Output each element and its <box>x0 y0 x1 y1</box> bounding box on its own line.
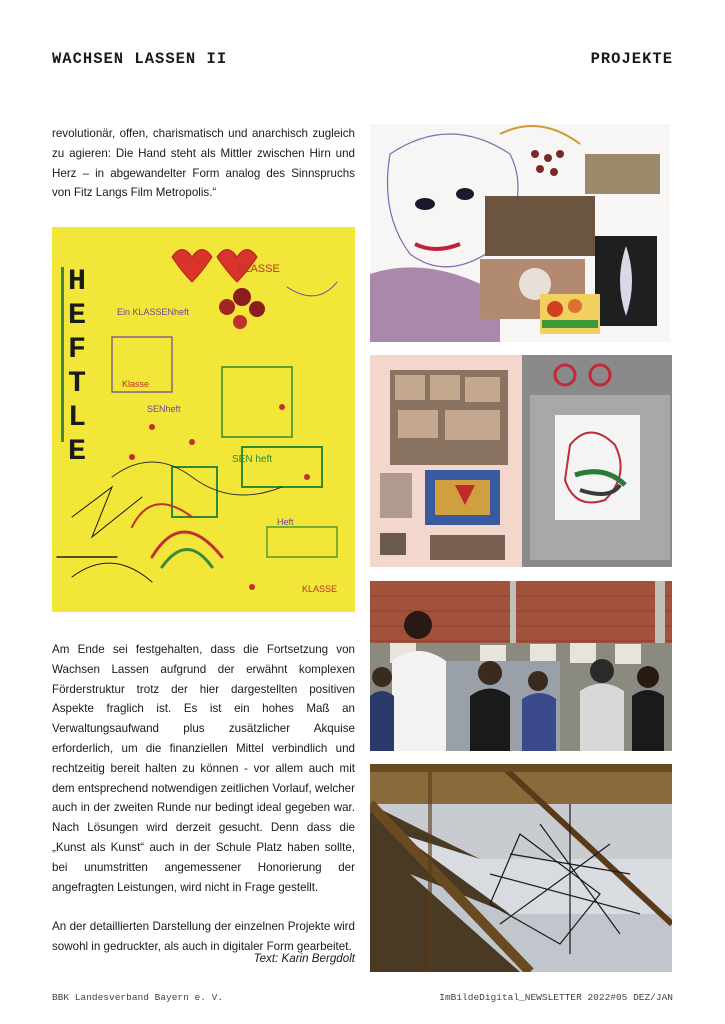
poster-scribble: Klasse <box>122 379 150 389</box>
page-title: WACHSEN LASSEN II <box>52 50 228 68</box>
intro-text-block <box>52 124 355 203</box>
children-photo-image <box>370 581 672 751</box>
main-text-block <box>52 640 355 957</box>
glass-roof-installation-image <box>370 764 672 972</box>
poster-scribble: KLASSE <box>237 263 280 275</box>
children-photo-artwork <box>370 581 672 751</box>
collage-artwork <box>370 124 670 342</box>
footer-organization: BBK Landesverband Bayern e. V. <box>52 992 224 1003</box>
poster-vertical-title: H <box>68 265 87 299</box>
poster-scribble: SENheft <box>147 404 181 414</box>
svg-text:E: E <box>68 435 87 469</box>
svg-text:T: T <box>68 367 87 401</box>
poster-scribble: KLASSE <box>302 584 338 594</box>
poster-artwork <box>52 227 355 612</box>
installation-artwork <box>370 764 672 972</box>
poster-scribble: Heft <box>277 517 294 527</box>
body-paragraph-1: Am Ende sei festgehalten, dass die Fortsetzung von Wachsen Lassen aufgrund der erwähnt komplexen Förderstruktur trotz der hier dargestellten positiven Aspekte fraglich ist. Es ist ein hohes Maß an Verwaltungsaufwand plus zusätzlicher Akquise erforderlich, um die finanziellen Mittel verbindlich und rechtzeitig bereit halten zu können - vor allem auch mit dem entsprechend notwendigen zeitlichen Vorlauf, welcher auch in der zweiten Runde nur bedingt ideal gegeben war. Nach Lösungen wird derzeit gesucht. Denn dass die „Kunst als Kunst“ auch in der Schule Platz haben sollte, bei unumstritten angemessener Honorierung der angefragten Leistungen, wird nicht in Frage gestellt. <box>52 643 355 894</box>
poster-scribble: Ein KLASSENheft <box>117 307 190 317</box>
svg-text:E: E <box>68 299 87 333</box>
heftle-poster-image <box>52 227 355 612</box>
svg-text:F: F <box>68 333 87 367</box>
classroom-collage-artwork <box>370 355 672 567</box>
body-paragraph-2: An der detaillierten Darstellung der einzelnen Projekte wird sowohl in gedruckter, als auch in digitaler Form gearbeitet. <box>52 920 355 953</box>
classroom-collage-image <box>370 355 672 567</box>
svg-text:L: L <box>68 401 87 435</box>
intro-paragraph: revolutionär, offen, charismatisch und anarchisch zugleich zu agieren: Die Hand steht als Mittler zwischen Hirn und Herz – in abgewandelter Form analog des Sinnspruchs von Fitz Langs Film Metropolis.“ <box>52 127 355 200</box>
author-signature: Text: Karin Bergdolt <box>253 952 355 965</box>
section-label: PROJEKTE <box>590 50 673 68</box>
footer-newsletter-id: ImBildeDigital_NEWSLETTER 2022#05 DEZ/JAN <box>439 992 673 1003</box>
portrait-drawing-collage-image <box>370 124 670 342</box>
poster-scribble: SEN heft <box>232 454 273 465</box>
